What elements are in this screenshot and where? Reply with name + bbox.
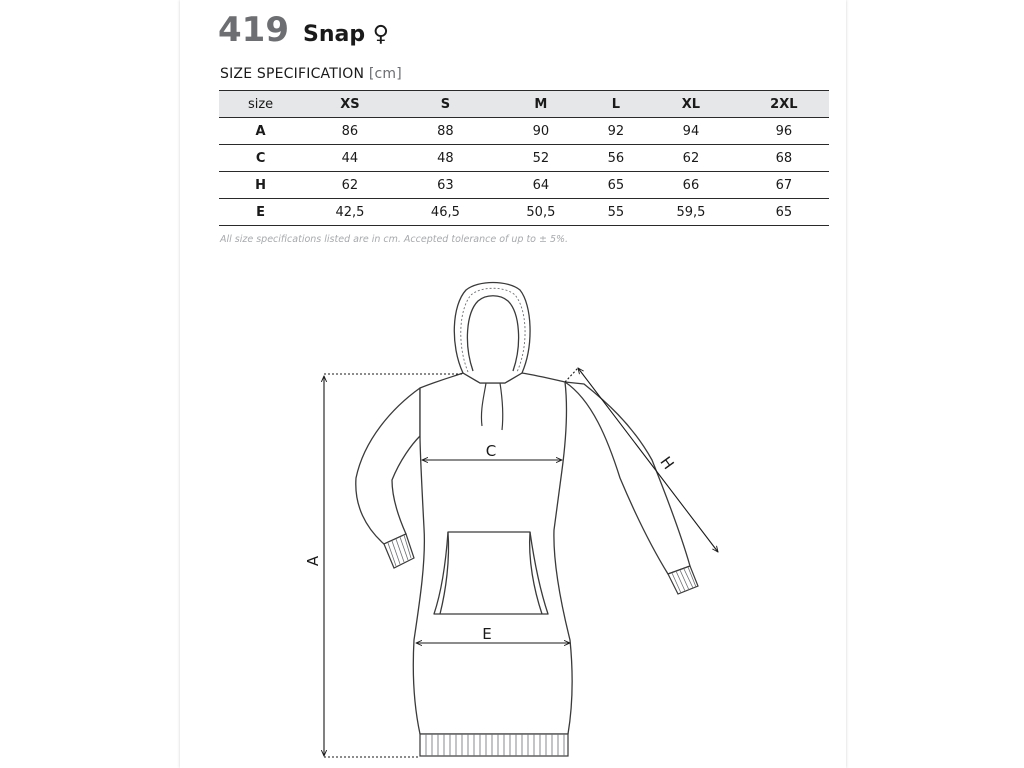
kangaroo-pocket: [434, 532, 548, 614]
table-cell: 88: [398, 118, 493, 145]
table-cell: 96: [739, 118, 829, 145]
column-header: L: [589, 91, 644, 118]
row-label: E: [219, 199, 302, 226]
row-label: H: [219, 172, 302, 199]
female-icon: ♀: [372, 22, 389, 47]
product-name-text: Snap: [302, 22, 366, 47]
dimension-h-ext: [565, 368, 578, 382]
label-h: H: [656, 453, 678, 473]
table-cell: 63: [398, 172, 493, 199]
table-cell: 65: [589, 172, 644, 199]
table-cell: 55: [589, 199, 644, 226]
table-cell: 90: [493, 118, 588, 145]
tolerance-note: All size specifications listed are in cm. Accepted tolerance of up to ± 5%.: [220, 234, 569, 245]
table-cell: 68: [739, 145, 829, 172]
column-header: M: [493, 91, 588, 118]
row-label: A: [219, 118, 302, 145]
table-cell: 92: [589, 118, 644, 145]
table-cell: 48: [398, 145, 493, 172]
table-cell: 46,5: [398, 199, 493, 226]
table-cell: 66: [643, 172, 738, 199]
table-cell: 65: [739, 199, 829, 226]
column-header: 2XL: [739, 91, 829, 118]
table-cell: 67: [739, 172, 829, 199]
table-cell: 64: [493, 172, 588, 199]
hem-band: [420, 734, 568, 756]
column-header: XL: [643, 91, 738, 118]
right-sleeve: [565, 382, 690, 574]
table-cell: 59,5: [643, 199, 738, 226]
column-header: S: [398, 91, 493, 118]
column-header: size: [219, 91, 302, 118]
table-cell: 56: [589, 145, 644, 172]
left-sleeve: [356, 388, 420, 544]
table-cell: 50,5: [493, 199, 588, 226]
table-cell: 52: [493, 145, 588, 172]
table-cell: 62: [643, 145, 738, 172]
label-c: C: [485, 442, 497, 460]
section-title-text: SIZE SPECIFICATION: [220, 66, 365, 82]
table-cell: 86: [302, 118, 397, 145]
table-cell: 62: [302, 172, 397, 199]
section-unit: [cm]: [368, 66, 402, 82]
row-label: C: [219, 145, 302, 172]
product-code: 419: [218, 10, 289, 50]
garment-outline: [356, 283, 690, 735]
column-header: XS: [302, 91, 397, 118]
label-e: E: [482, 625, 492, 643]
table-cell: 94: [643, 118, 738, 145]
label-a: A: [304, 555, 322, 567]
table-cell: 44: [302, 145, 397, 172]
table-cell: 42,5: [302, 199, 397, 226]
